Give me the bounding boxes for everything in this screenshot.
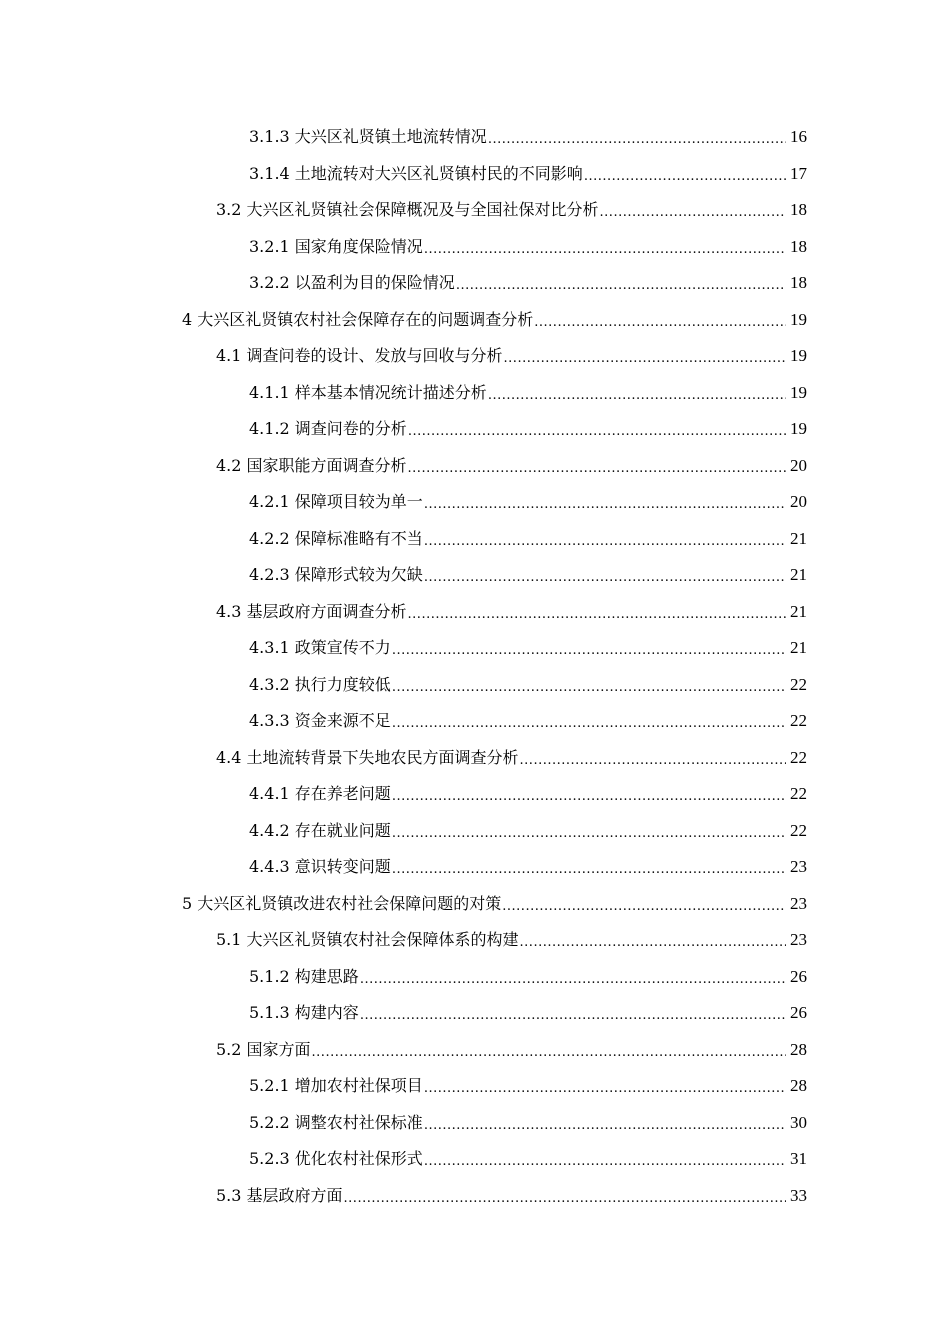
toc-dot-leader — [584, 167, 786, 187]
toc-dot-leader — [392, 860, 786, 880]
toc-entry-title: 4 大兴区礼贤镇农村社会保障存在的问题调查分析 — [182, 309, 534, 329]
toc-entry-title: 4.4.1 存在养老问题 — [249, 784, 391, 804]
toc-entry-title: 4.4.2 存在就业问题 — [249, 820, 391, 840]
toc-page-number: 18 — [790, 236, 807, 256]
toc-entry-title: 3.1.4 土地流转对大兴区礼贤镇村民的不同影响 — [249, 163, 583, 183]
toc-dot-leader — [392, 787, 786, 807]
toc-entry-title: 3.1.3 大兴区礼贤镇土地流转情况 — [249, 127, 487, 147]
toc-entry[interactable] — [0, 959, 950, 996]
toc-page-number: 28 — [790, 1076, 807, 1096]
toc-entry-title: 3.2.2 以盈利为目的保险情况 — [249, 273, 455, 293]
toc-entry-title: 4.2 国家职能方面调查分析 — [216, 455, 407, 475]
toc-entry-title: 5.2.1 增加农村社保项目 — [249, 1076, 423, 1096]
toc-entry[interactable] — [0, 594, 950, 631]
toc-page-number: 19 — [790, 309, 807, 329]
toc-entry-title: 3.2 大兴区礼贤镇社会保障概况及与全国社保对比分析 — [216, 200, 599, 220]
toc-entry-title: 5.3 基层政府方面 — [216, 1185, 343, 1205]
toc-entry[interactable] — [0, 1141, 950, 1178]
toc-page-number: 21 — [790, 528, 807, 548]
toc-page-number: 21 — [790, 638, 807, 658]
toc-entry[interactable] — [0, 338, 950, 375]
toc-entry-title: 4.3.1 政策宣传不力 — [249, 638, 391, 658]
toc-dot-leader — [408, 459, 786, 479]
toc-entry[interactable] — [0, 484, 950, 521]
toc-entry[interactable] — [0, 630, 950, 667]
toc-entry[interactable] — [0, 667, 950, 704]
toc-entry-title: 5.1 大兴区礼贤镇农村社会保障体系的构建 — [216, 930, 519, 950]
toc-dot-leader — [488, 386, 786, 406]
toc-dot-leader — [502, 897, 786, 917]
toc-page-number: 23 — [790, 857, 807, 877]
toc-entry[interactable] — [0, 521, 950, 558]
toc-dot-leader — [600, 203, 786, 223]
toc-entry[interactable] — [0, 1105, 950, 1142]
toc-page-number: 22 — [790, 784, 807, 804]
toc-page-number: 31 — [790, 1149, 807, 1169]
toc-dot-leader — [456, 276, 786, 296]
toc-entry[interactable] — [0, 886, 950, 923]
toc-dot-leader — [360, 970, 786, 990]
toc-entry[interactable] — [0, 1032, 950, 1069]
toc-page-number: 20 — [790, 455, 807, 475]
toc-entry-title: 4.1 调查问卷的设计、发放与回收与分析 — [216, 346, 503, 366]
toc-page-number: 22 — [790, 711, 807, 731]
toc-dot-leader — [520, 751, 786, 771]
toc-page-number: 21 — [790, 601, 807, 621]
toc-dot-leader — [408, 422, 786, 442]
toc-entry-title: 4.4 土地流转背景下失地农民方面调查分析 — [216, 747, 519, 767]
toc-page-number: 18 — [790, 200, 807, 220]
toc-page-number: 26 — [790, 966, 807, 986]
toc-entry[interactable] — [0, 229, 950, 266]
toc-entry-title: 5.1.3 构建内容 — [249, 1003, 359, 1023]
toc-entry-title: 4.2.2 保障标准略有不当 — [249, 528, 423, 548]
toc-dot-leader — [424, 1116, 786, 1136]
toc-entry-title: 4.3.2 执行力度较低 — [249, 674, 391, 694]
toc-page-number: 18 — [790, 273, 807, 293]
toc-entry-title: 5.2.3 优化农村社保形式 — [249, 1149, 423, 1169]
toc-entry[interactable] — [0, 557, 950, 594]
toc-entry-title: 4.3.3 资金来源不足 — [249, 711, 391, 731]
toc-dot-leader — [392, 824, 786, 844]
toc-page-number: 19 — [790, 346, 807, 366]
toc-entry[interactable] — [0, 411, 950, 448]
toc-page-number: 21 — [790, 565, 807, 585]
toc-entry-title: 5.2 国家方面 — [216, 1039, 311, 1059]
toc-dot-leader — [424, 568, 786, 588]
toc-entry[interactable] — [0, 922, 950, 959]
toc-entry[interactable] — [0, 448, 950, 485]
toc-entry-title: 4.2.1 保障项目较为单一 — [249, 492, 423, 512]
toc-page-number: 33 — [790, 1185, 807, 1205]
toc-page-number: 30 — [790, 1112, 807, 1132]
toc-dot-leader — [424, 495, 786, 515]
toc-page-number: 19 — [790, 382, 807, 402]
toc-dot-leader — [360, 1006, 786, 1026]
toc-entry[interactable] — [0, 1068, 950, 1105]
toc-page-number: 20 — [790, 492, 807, 512]
toc-entry[interactable] — [0, 703, 950, 740]
toc-page-number: 26 — [790, 1003, 807, 1023]
toc-dot-leader — [408, 605, 786, 625]
toc-dot-leader — [344, 1189, 786, 1209]
toc-page-number: 17 — [790, 163, 807, 183]
toc-entry[interactable] — [0, 849, 950, 886]
toc-entry-title: 5.2.2 调整农村社保标准 — [249, 1112, 423, 1132]
toc-entry-title: 4.3 基层政府方面调查分析 — [216, 601, 407, 621]
toc-entry[interactable] — [0, 995, 950, 1032]
toc-dot-leader — [488, 130, 786, 150]
toc-entry-title: 4.2.3 保障形式较为欠缺 — [249, 565, 423, 585]
toc-entry-title: 4.4.3 意识转变问题 — [249, 857, 391, 877]
toc-dot-leader — [424, 1152, 786, 1172]
toc-entry-title: 4.1.1 样本基本情况统计描述分析 — [249, 382, 487, 402]
toc-entry[interactable] — [0, 156, 950, 193]
toc-dot-leader — [392, 714, 786, 734]
toc-page-number: 28 — [790, 1039, 807, 1059]
toc-entry-title: 5 大兴区礼贤镇改进农村社会保障问题的对策 — [182, 893, 502, 913]
toc-dot-leader — [312, 1043, 786, 1063]
toc-entry[interactable] — [0, 740, 950, 777]
toc-page-number: 23 — [790, 930, 807, 950]
toc-entry[interactable] — [0, 119, 950, 156]
toc-entry-title: 3.2.1 国家角度保险情况 — [249, 236, 423, 256]
toc-dot-leader — [424, 240, 786, 260]
toc-page-number: 22 — [790, 820, 807, 840]
toc-dot-leader — [424, 532, 786, 552]
toc-page-number: 19 — [790, 419, 807, 439]
toc-dot-leader — [392, 641, 786, 661]
toc-page-number: 22 — [790, 747, 807, 767]
toc-page-number: 23 — [790, 893, 807, 913]
table-of-contents — [0, 119, 950, 1214]
toc-entry[interactable] — [0, 265, 950, 302]
toc-dot-leader — [520, 933, 786, 953]
toc-entry[interactable] — [0, 192, 950, 229]
toc-entry[interactable] — [0, 302, 950, 339]
toc-entry[interactable] — [0, 813, 950, 850]
toc-dot-leader — [424, 1079, 786, 1099]
toc-page-number: 16 — [790, 127, 807, 147]
toc-entry-title: 4.1.2 调查问卷的分析 — [249, 419, 407, 439]
toc-dot-leader — [504, 349, 786, 369]
toc-dot-leader — [534, 313, 786, 333]
toc-entry[interactable] — [0, 776, 950, 813]
toc-entry[interactable] — [0, 375, 950, 412]
toc-entry-title: 5.1.2 构建思路 — [249, 966, 359, 986]
toc-dot-leader — [392, 678, 786, 698]
toc-page-number: 22 — [790, 674, 807, 694]
toc-entry[interactable] — [0, 1178, 950, 1215]
